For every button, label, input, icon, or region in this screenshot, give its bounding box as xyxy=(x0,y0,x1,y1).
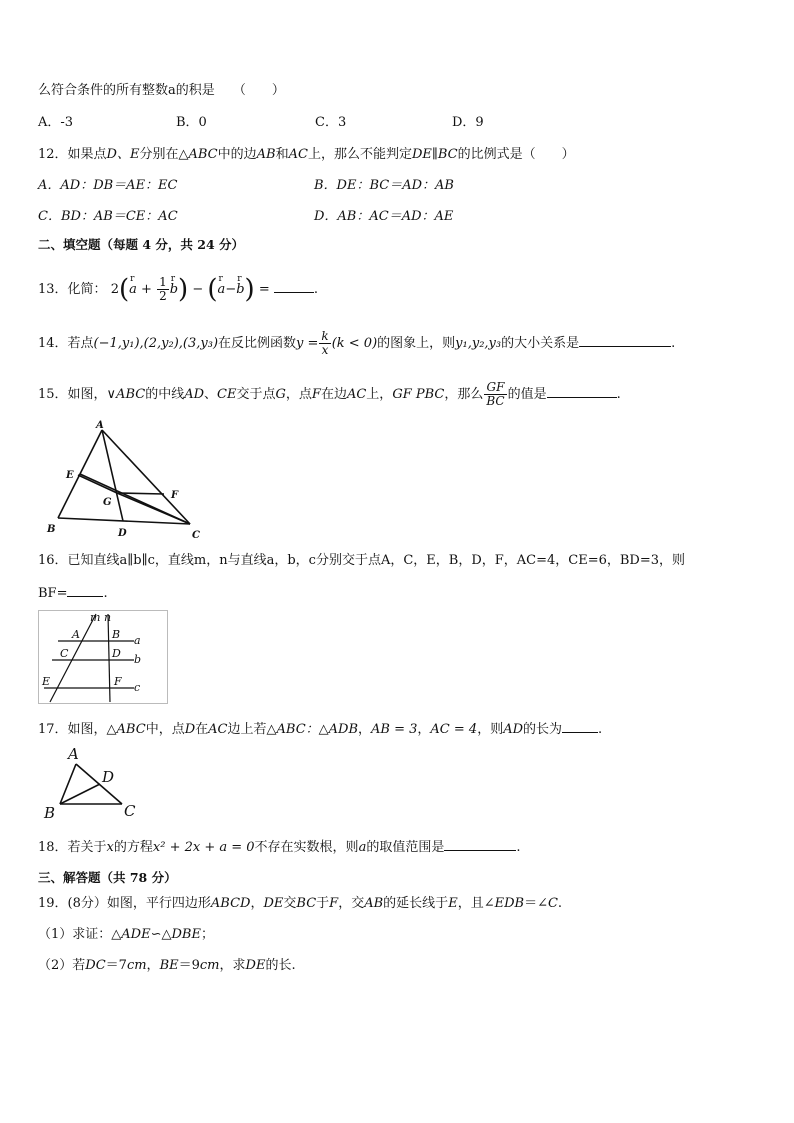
q14-end: . xyxy=(671,336,676,351)
q17-d: D xyxy=(184,722,196,737)
q19-stem xyxy=(38,895,562,913)
q13-paren2-open: ( xyxy=(207,274,218,305)
q16-line1: 16．已知直线a∥b∥c，直线m，n与直线a，b，c分别交于点A，C，E，B，D，F，AC=4，CE=6，BD=3，则 xyxy=(38,553,686,568)
q19-text-part: 的长. xyxy=(265,958,296,973)
q17-ab: AB = 3 xyxy=(371,722,418,737)
q17-label-B: B xyxy=(44,804,56,822)
q14-func-y: y = xyxy=(296,336,319,351)
q12-text-part: 上，那么不能判定 xyxy=(307,147,412,162)
q19-text-part: 于 xyxy=(316,896,330,911)
q16-label-C: C xyxy=(60,647,69,660)
q15-ce: CE xyxy=(217,387,237,402)
section-heading-solutions: 三、解答题（共 78 分） xyxy=(38,870,177,885)
q19-be: BE xyxy=(159,958,179,973)
q16-label-n: n xyxy=(104,611,112,624)
q19-dc: DC xyxy=(85,958,106,973)
q17-text-part: ， xyxy=(417,722,431,737)
q15-tri: ∨ABC xyxy=(106,387,146,402)
q14-cond: (k < 0) xyxy=(331,336,378,351)
q17-label-D: D xyxy=(102,768,115,786)
q15-label-B: B xyxy=(47,524,56,535)
q16-label-c: c xyxy=(134,681,141,694)
q11-answer-paren: （ ） xyxy=(232,83,285,98)
q15-text-part: 的值是 xyxy=(507,387,547,402)
q19-text-part: ＝7 xyxy=(105,958,127,973)
q13-paren2-close: ) xyxy=(244,274,255,305)
q13-plus: + xyxy=(141,282,152,297)
q13-vector-a: r a xyxy=(129,281,137,299)
q18-end: . xyxy=(516,840,521,855)
q13-vector-a2: r a xyxy=(218,281,226,299)
q19-unit: cm xyxy=(126,958,147,973)
q16-answer-blank[interactable] xyxy=(67,583,103,597)
q17-text-part: 在 xyxy=(195,722,209,737)
q19-part1 xyxy=(38,926,214,944)
q16-label-a: a xyxy=(134,634,141,647)
q11-text: 么符合条件的所有整数a的积是 xyxy=(38,83,215,98)
q17-ac-value: AC = 4 xyxy=(430,722,478,737)
q13-half-num: 1 xyxy=(159,275,167,289)
q13-minus2: − xyxy=(225,282,237,297)
q15-ac: AC xyxy=(346,387,367,402)
q17-label-A: A xyxy=(68,745,79,763)
q19-text-part: ，交 xyxy=(338,896,365,911)
q16-label-D: D xyxy=(112,647,121,660)
q12-text-part: 的比例式是（ ） xyxy=(457,147,575,162)
q14-mid: 在反比例函数 xyxy=(218,336,297,351)
q13-label: 13．化简： xyxy=(38,282,107,297)
q19-text-part: ，且∠ xyxy=(457,896,495,911)
q19-text-part: （2）若 xyxy=(38,958,86,973)
q19-text-part: ＝9 xyxy=(178,958,200,973)
q16-end: . xyxy=(103,586,108,601)
q12-option-b[interactable]: B．DE：BC＝AD：AB xyxy=(314,178,454,193)
q15-label-E: E xyxy=(66,470,74,481)
q17-triangle-figure xyxy=(40,742,150,822)
q18-text-part: 的方程 xyxy=(113,840,153,855)
q15-frac-den: BC xyxy=(486,394,505,408)
q15-stem xyxy=(38,381,621,408)
q15-label: 15．如图， xyxy=(38,387,107,402)
q17-answer-blank[interactable] xyxy=(562,719,598,733)
q16-bf: BF= xyxy=(38,586,68,601)
q17-label-C: C xyxy=(124,802,136,820)
q13-end: . xyxy=(313,282,319,297)
q19-dbe: DBE xyxy=(171,927,201,942)
q15-frac-num: GF xyxy=(484,381,506,395)
q18-text-part: 不存在实数根，则 xyxy=(254,840,359,855)
q19-text-part: ， xyxy=(146,958,160,973)
q13-half xyxy=(157,276,169,303)
q15-text-part: 上， xyxy=(366,387,393,402)
q19-bc: BC xyxy=(296,896,317,911)
q16-parallel-lines-figure xyxy=(38,610,168,704)
q19-text-part: ， xyxy=(250,896,264,911)
q18-answer-blank[interactable] xyxy=(444,837,516,851)
q16-label-B: B xyxy=(112,628,121,641)
q14-tail: 的图象上，则 xyxy=(377,336,456,351)
q19-e: E xyxy=(448,896,458,911)
q19-unit: cm xyxy=(199,958,220,973)
q15-label-D: D xyxy=(118,528,127,539)
q14-label: 14．若点 xyxy=(38,336,94,351)
q17-text-part: ，则 xyxy=(477,722,504,737)
q19-c: C xyxy=(547,896,558,911)
q16-line2 xyxy=(38,583,108,603)
q15-text-part: ，那么 xyxy=(444,387,484,402)
q19-edb: EDB xyxy=(494,896,525,911)
q16-label-F: F xyxy=(114,675,122,688)
q13-paren-close: ) xyxy=(178,274,189,305)
q18-a: a xyxy=(358,840,367,855)
q15-end: . xyxy=(616,387,621,402)
q12-option-a[interactable]: A．AD：DB＝AE：EC xyxy=(38,178,178,193)
q17-label: 17．如图， xyxy=(38,722,107,737)
q14-frac-num: k xyxy=(321,329,329,343)
q17-text-part: 的长为 xyxy=(523,722,563,737)
q12-text-part: AC xyxy=(288,147,308,162)
q15-f: F xyxy=(311,387,321,402)
q15-label-A: A xyxy=(96,420,104,431)
q11-option-c[interactable]: C．3 xyxy=(315,115,347,130)
q15-text-part: 在边 xyxy=(320,387,347,402)
q17-similar: △ABC：△ADB xyxy=(266,722,359,737)
q13-equals: = xyxy=(258,282,270,297)
q11-tail xyxy=(38,82,285,100)
section-heading-fill-blank: 二、填空题（每题 4 分，共 24 分） xyxy=(38,237,245,252)
q19-text-part: ； xyxy=(200,927,214,942)
q19-text-part: ∽△ xyxy=(150,927,172,942)
q15-g: G xyxy=(275,387,286,402)
q13-stem xyxy=(38,276,318,303)
q16-label-A: A xyxy=(72,628,80,641)
q18-text-part: 的取值范围是 xyxy=(366,840,445,855)
q19-text-part: . xyxy=(557,896,563,911)
q15-label-G: G xyxy=(103,497,112,508)
q18-stem xyxy=(38,837,520,857)
q11-option-b[interactable]: B．0 xyxy=(176,115,207,130)
q15-label-C: C xyxy=(192,530,200,541)
q17-tri: △ABC xyxy=(106,722,146,737)
q13-paren-open: ( xyxy=(118,274,130,305)
q12-text-part: D、E xyxy=(106,147,140,162)
q17-ad: AD xyxy=(503,722,524,737)
q16-label-E: E xyxy=(42,675,51,688)
q15-text-part: 交于点 xyxy=(236,387,276,402)
q16-label-m: m xyxy=(90,611,101,624)
q14-answer-blank[interactable] xyxy=(579,333,671,347)
q13-vector-b: r b xyxy=(170,281,178,299)
q15-text-part: ，点 xyxy=(285,387,312,402)
q12-text-part: DE∥BC xyxy=(411,147,458,162)
q15-text-part: 、 xyxy=(204,387,218,402)
q12-text-part: AB xyxy=(256,147,276,162)
q19-text-part: ，求 xyxy=(219,958,246,973)
q12-option-d[interactable]: D．AB：AC＝AD：AE xyxy=(314,209,454,224)
q19-text-part: 的延长线于 xyxy=(383,896,449,911)
q15-ad: AD xyxy=(184,387,205,402)
q14-stem xyxy=(38,330,675,357)
q18-equation: x² + 2x + a = 0 xyxy=(152,840,255,855)
q12-stem xyxy=(38,146,575,164)
q17-text-part: ， xyxy=(358,722,372,737)
q17-ac: AC xyxy=(208,722,228,737)
q19-f: F xyxy=(329,896,339,911)
q12-text-part: ABC xyxy=(188,147,218,162)
q14-frac xyxy=(319,330,330,357)
q19-text-part: （1）求证：△ xyxy=(38,927,122,942)
q17-text-part: 边上若 xyxy=(227,722,267,737)
q19-ade: ADE xyxy=(121,927,151,942)
q12-text-part: 和 xyxy=(275,147,289,162)
q15-answer-blank[interactable] xyxy=(547,384,617,398)
q13-vector-b2: r b xyxy=(236,281,244,299)
q19-text-part: 交 xyxy=(283,896,297,911)
q19-de: DE xyxy=(263,896,284,911)
q17-stem xyxy=(38,719,602,739)
q15-triangle-figure xyxy=(40,418,210,543)
q19-ab: AB xyxy=(364,896,384,911)
q12-option-c[interactable]: C．BD：AB＝CE：AC xyxy=(38,209,178,224)
q13-coef: 2 xyxy=(110,282,119,297)
q18-x: x xyxy=(106,840,114,855)
q18-label: 18．若关于 xyxy=(38,840,107,855)
q19-text-part: 19．(8分）如图，平行四边形 xyxy=(38,896,211,911)
q15-label-F: F xyxy=(171,490,179,501)
q19-abcd: ABCD xyxy=(210,896,251,911)
q14-vars: y₁,y₂,y₃ xyxy=(455,336,502,351)
q15-text-part: 的中线 xyxy=(145,387,185,402)
q15-frac xyxy=(484,381,506,408)
q19-text-part: ＝∠ xyxy=(524,896,548,911)
q11-option-a[interactable]: A．-3 xyxy=(38,115,74,130)
q15-gf-parallel-bc: GF PBC xyxy=(392,387,445,402)
q17-text-part: 中，点 xyxy=(145,722,185,737)
q16-label-b: b xyxy=(134,653,142,666)
q13-answer-blank[interactable] xyxy=(274,279,314,293)
q13-minus: − xyxy=(192,282,204,297)
q19-de2: DE xyxy=(245,958,266,973)
q14-tail2: 的大小关系是 xyxy=(501,336,580,351)
q12-text-part: 分别在△ xyxy=(139,147,189,162)
q12-text-part: 12．如果点 xyxy=(38,147,107,162)
q17-end: . xyxy=(598,722,603,737)
q11-option-d[interactable]: D．9 xyxy=(452,115,484,130)
q14-frac-den: x xyxy=(321,343,329,357)
q13-half-den: 2 xyxy=(159,289,167,303)
q12-text-part: 中的边 xyxy=(217,147,257,162)
q19-part2 xyxy=(38,957,296,975)
q14-points: (−1,y₁),(2,y₂),(3,y₃) xyxy=(93,336,219,351)
